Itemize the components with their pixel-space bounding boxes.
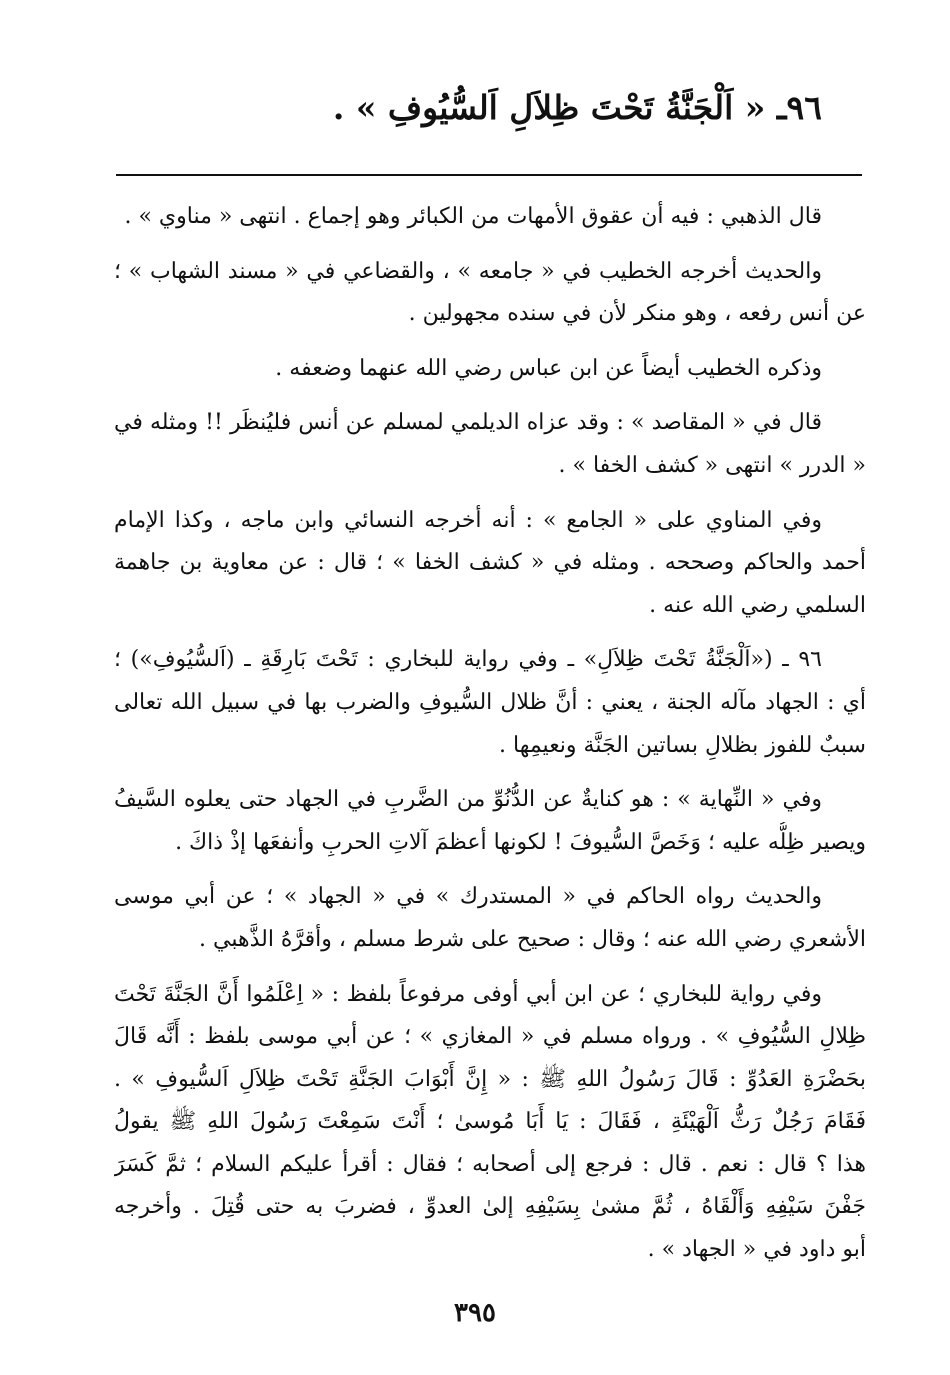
text-line: قال في « المقاصد » : وقد عزاه الديلمي لمسلم عن أنس فليُنظَر !! ومثله في — [114, 410, 822, 436]
text-line: سببٌ للفوز بظلالِ بساتين الجَنَّة ونعيمِها . — [499, 732, 866, 758]
text-line: جَفْنَ سَيْفِهِ وَأَلْقَاهُ ، ثُمَّ مشىٰ بِسَيْفِهِ إلىٰ العدوِّ ، فضربَ به حتى قُتِلَ . وأخرجه — [114, 1194, 866, 1220]
text-line: ويصير ظِلُّه عليه ؛ وَخَصَّ السُّيوفَ ! لكونها أعظمَ آلاتِ الحربِ وأنفعَها إذْ ذاكَ . — [175, 829, 866, 855]
text-line: وفي رواية للبخاري ؛ عن ابن أبي أوفى مرفوعاً بلفظ : « اِعْلَمُوا أَنَّ الجَنَّةَ تَحْتَ — [114, 981, 822, 1007]
text-line: وفي المناوي على « الجامع » : أنه أخرجه النسائي وابن ماجه ، وكذا الإمام — [114, 507, 822, 533]
paragraph — [114, 196, 866, 239]
paragraph — [114, 974, 866, 1272]
paragraph — [114, 251, 866, 336]
text-line: ظِلالِ السُّيُوفِ » . ورواه مسلم في « المغازي » ؛ عن أبي موسى بلفظ : أَنَّه قَالَ — [114, 1024, 866, 1050]
paragraph — [114, 500, 866, 628]
text-line: عن أنس رفعه ، وهو منكر لأن في سنده مجهولين . — [408, 301, 866, 327]
text-line: هذا ؟ قال : نعم . قال : فرجع إلى أصحابه ؛ فقال : أقرأ عليكم السلام ؛ ثمَّ كَسَرَ — [114, 1151, 866, 1177]
text-line: وذكره الخطيب أيضاً عن ابن عباس رضي الله عنهما وضعفه . — [275, 355, 822, 381]
text-line: وفي « النِّهاية » : هو كنايةٌ عن الدُّنُوِّ من الضَّربِ في الجهاد حتى يعلوه السَّيفُ — [114, 787, 822, 813]
paragraph — [114, 639, 866, 767]
heading-divider — [116, 174, 862, 176]
text-line: والحديث أخرجه الخطيب في « جامعه » ، والقضاعي في « مسند الشهاب » ؛ — [114, 258, 822, 284]
text-line: أي : الجهاد مآله الجنة ، يعني : أنَّ ظلال السُّيوفِ والضرب بها في سبيل الله تعالى — [114, 689, 866, 715]
text-line: الأشعري رضي الله عنه ؛ وقال : صحيح على شرط مسلم ، وأقرَّهُ الذَّهبي . — [199, 926, 866, 952]
text-line: « الدرر » انتهى « كشف الخفا » . — [558, 452, 866, 478]
text-line: فَقَامَ رَجُلٌ رَثُّ اَلْهَيْئَةِ ، فَقَالَ : يَا أَبَا مُوسىٰ ؛ أَنْتَ سَمِعْتَ رَسُولَ اللهِ ﷺ يقولُ — [114, 1109, 866, 1135]
commentary-body — [114, 196, 866, 1284]
hadith-heading: ٩٦ـ « اَلْجَنَّةُ تَحْتَ ظِلاَلِ اَلسُّيُوفِ » . — [332, 88, 822, 127]
text-line: السلمي رضي الله عنه . — [649, 592, 866, 618]
paragraph — [114, 876, 866, 961]
text-line: ٩٦ ـ («اَلْجَنَّةُ تَحْتَ ظِلاَلِ» ـ وفي رواية للبخاري : تَحْتَ بَارِقَةِ ـ (اَلسُّيُوفِ») ؛ — [114, 647, 822, 673]
page-number: ٣٩٥ — [454, 1298, 496, 1328]
text-line: بحَضْرَةِ العَدُوِّ : قَالَ رَسُولُ اللهِ ﷺ : « إِنَّ أَبْوَابَ الجَنَّةِ تَحْتَ ظِلاَلِ اَلسُّيوفِ » . — [114, 1066, 866, 1092]
text-line: أبو داود في « الجهاد » . — [647, 1237, 866, 1263]
paragraph — [114, 402, 866, 487]
text-line: أحمد والحاكم وصححه . ومثله في « كشف الخفا » ؛ قال : عن معاوية بن جاهمة — [114, 550, 866, 576]
paragraph — [114, 779, 866, 864]
text-line: والحديث رواه الحاكم في « المستدرك » في « الجهاد » ؛ عن أبي موسى — [114, 884, 822, 910]
text-line: قال الذهبي : فيه أن عقوق الأمهات من الكبائر وهو إجماع . انتهى « مناوي » . — [124, 204, 822, 229]
paragraph — [114, 348, 866, 391]
